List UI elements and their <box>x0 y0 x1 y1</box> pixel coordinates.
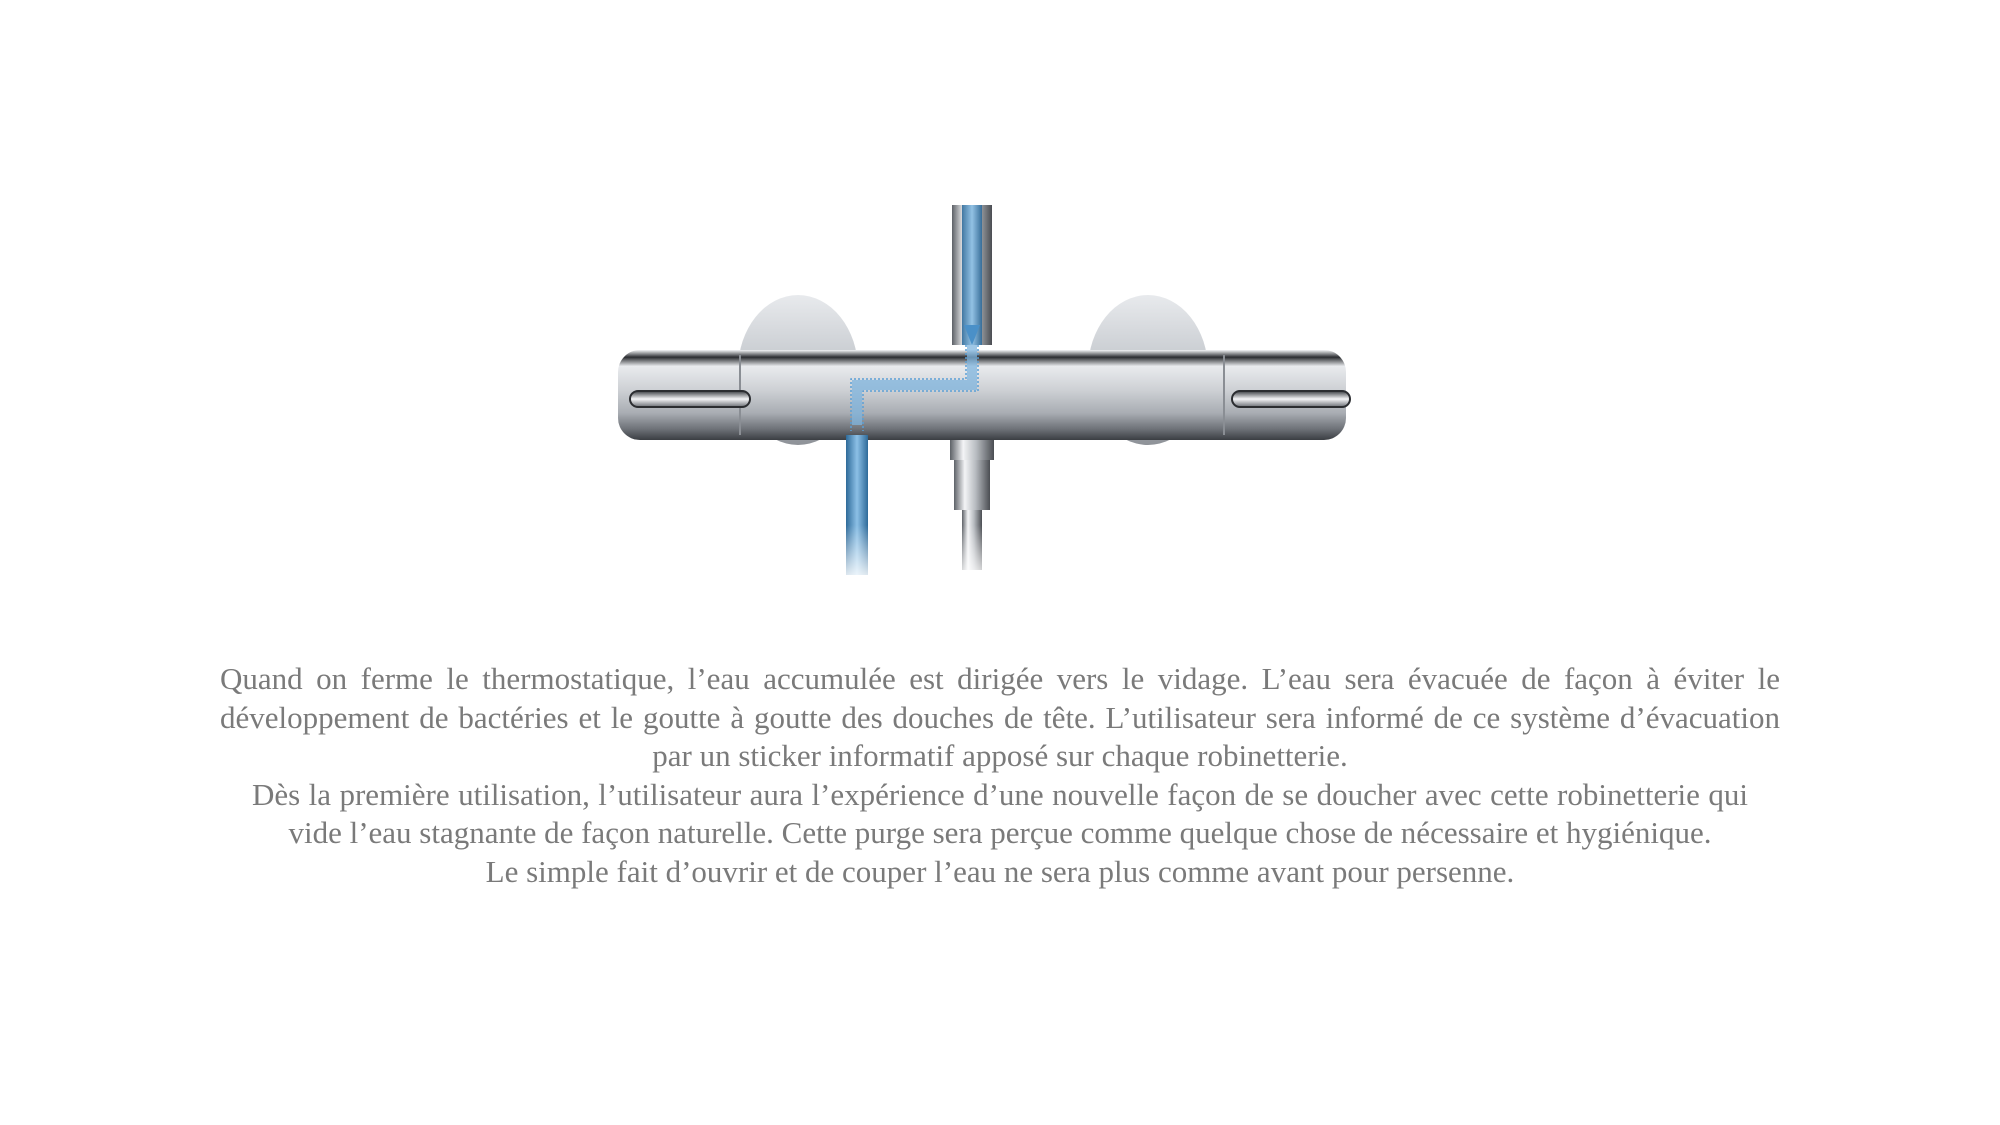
paragraph-first-use: Dès la première utilisation, l’utilisateur aura l’expérience d’une nouvelle façon de se doucher avec cette robinetterie qui vide l’eau stagnante de façon naturelle. Cette purge sera perçue comme quelque chose de nécessaire et hygiénique. <box>252 776 1748 850</box>
paragraph-drain-explanation: Quand on ferme le thermostatique, l’eau accumulée est dirigée vers le vidage. L’eau sera évacuée de façon à éviter le développement de bactéries et le goutte à goutte des douches de tête. L’utilisateur sera informé de ce système d’évacuation par un sticker informatif apposé sur chaque robinetterie. <box>220 661 1780 773</box>
right-handle-slot <box>1232 391 1350 407</box>
water-flow-top <box>962 205 982 345</box>
paragraph-conclusion: Le simple fait d’ouvrir et de couper l’eau ne sera plus comme avant pour persenne. <box>485 853 1515 889</box>
shower-mixer-image <box>600 195 1360 585</box>
description-text <box>200 660 1800 891</box>
outlet-nut-top <box>950 440 994 460</box>
shower-mixer-illustration <box>600 195 1360 585</box>
outlet-nut <box>954 460 990 510</box>
left-handle-slot <box>630 391 750 407</box>
